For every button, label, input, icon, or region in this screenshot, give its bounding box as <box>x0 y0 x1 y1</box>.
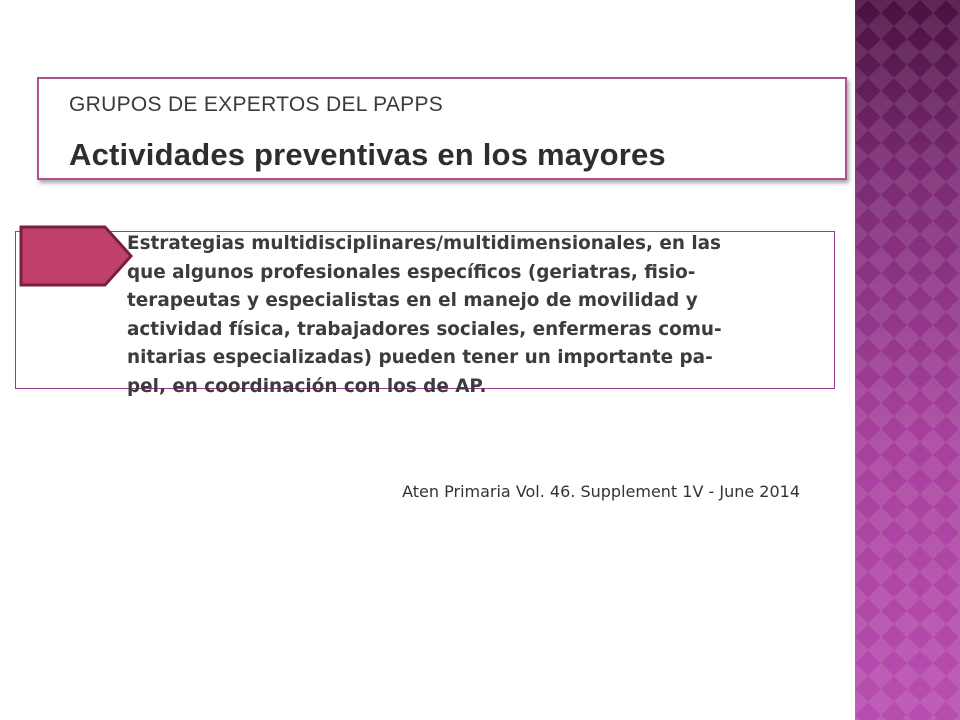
quote-line: pel, en coordinación con los de AP. <box>127 375 487 397</box>
quote-line: Estrategias multidisciplinares/multidimensionales, en las <box>127 233 722 254</box>
pentagon-arrow-icon <box>19 225 133 287</box>
header-title: Actividades preventivas en los mayores <box>69 137 666 172</box>
header-clipping <box>37 77 847 180</box>
quote-text <box>127 230 807 401</box>
quote-line: terapeutas y especialistas en el manejo de movilidad y <box>127 290 698 311</box>
quote-line: nitarias especializadas) pueden tener un importante pa- <box>127 347 713 368</box>
decorative-side-band <box>855 0 960 720</box>
header-subtitle: GRUPOS DE EXPERTOS DEL PAPPS <box>69 93 444 116</box>
quote-line: actividad física, trabajadores sociales, enfermeras comu- <box>127 318 722 340</box>
citation: Aten Primaria Vol. 46. Supplement 1V - June 2014 <box>402 482 800 501</box>
quote-line: que algunos profesionales específicos (geriatras, fisio- <box>127 261 696 283</box>
